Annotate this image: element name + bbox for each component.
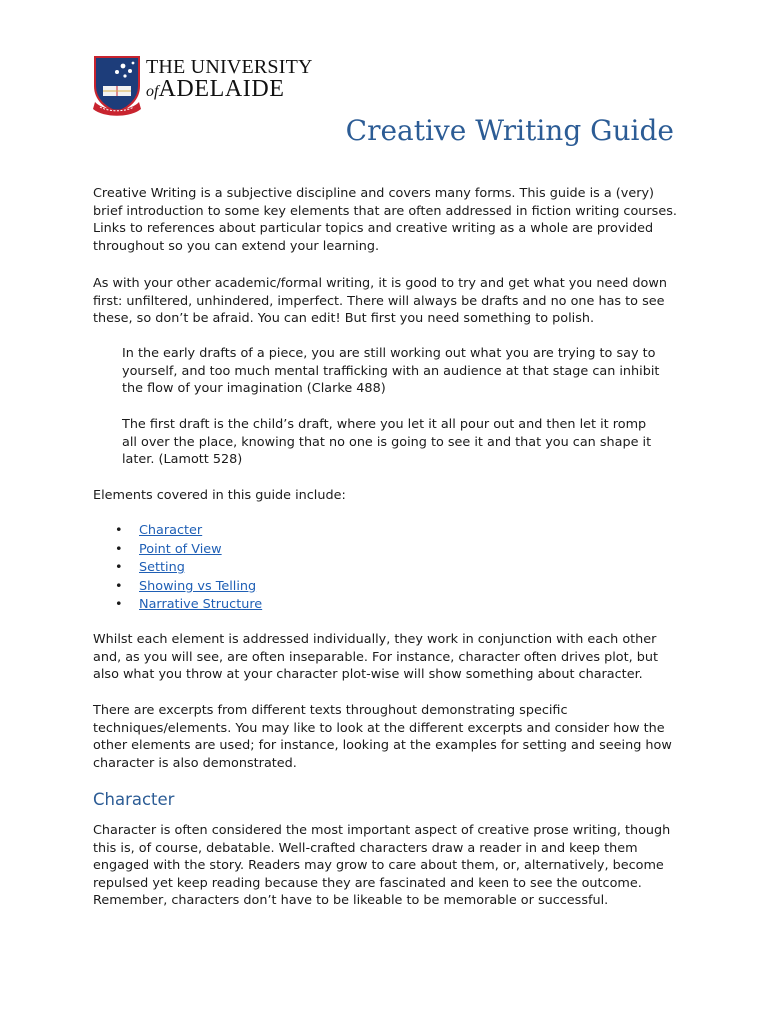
bullet-icon: •: [115, 578, 123, 594]
logo-name-line: [146, 76, 285, 103]
bullet-icon: •: [115, 523, 123, 538]
intro-text: Creative Writing is a subjective discipline and covers many forms. This guide is a (very) brief introduction to some key elements that are often addressed in fiction writing courses. Links to references about particular topics and creative writing as a whole are provided throughout so you can extend your learning.: [93, 186, 677, 254]
excerpts-paragraph: [93, 702, 677, 772]
bullet-icon: •: [115, 560, 123, 575]
list-item: [93, 541, 262, 560]
logo-of-text: of: [146, 83, 159, 100]
bullet-icon: •: [115, 541, 123, 557]
list-item: [93, 596, 262, 615]
logo-university-line: THE UNIVERSITY: [146, 56, 313, 78]
document-title: Creative Writing Guide: [345, 114, 674, 147]
elements-intro-text: Elements covered in this guide include:: [93, 488, 346, 503]
university-crest-icon: [92, 54, 142, 118]
whilst-text: Whilst each element is addressed individually, they work in conjunction with each other and, as you will see, are often inseparable. For instance, character often drives plot, but also what you throw at your character plot-wise will show something about character.: [93, 632, 658, 683]
link-narrative-structure[interactable]: Narrative Structure: [139, 597, 263, 612]
character-heading: Character: [93, 790, 175, 809]
character-text: Character is often considered the most important aspect of creative prose writing, though this is, of course, debatable. Well-crafted characters draw a reader in and keep them engaged with the story. Readers may grow to care about them, or, alternatively, become repulsed yet keep reading because they are fascinated and keen to see the outcome. Remember, characters don’t have to be likeable to be memorable or successful.: [93, 823, 671, 909]
quote-text: In the early drafts of a piece, you are still working out what you are trying to say to yourself, and too much mental trafficking with an audience at that stage can inhibit the flow of your imagination (Clarke 488): [122, 346, 660, 397]
drafting-text: As with your other academic/formal writing, it is good to try and get what you need down first: unfiltered, unhindered, imperfect. There will always be drafts and no one has to see these, so don’t be afraid. You can edit! But first you need something to polish.: [93, 276, 667, 327]
character-paragraph: [93, 822, 677, 910]
link-point-of-view[interactable]: Point of View: [139, 541, 222, 557]
bullet-icon: •: [115, 597, 123, 612]
list-item: [93, 578, 262, 597]
link-character[interactable]: Character: [139, 523, 203, 538]
block-quote-clarke: [122, 345, 662, 398]
whilst-paragraph: [93, 631, 677, 684]
elements-list: [93, 522, 262, 615]
elements-intro-paragraph: [93, 487, 677, 505]
list-item: [93, 522, 262, 541]
university-logo[interactable]: [92, 52, 313, 118]
quote-text: The first draft is the child’s draft, where you let it all pour out and then let it romp all over the place, knowing that no one is going to see it and that you can shape it later. (Lamott 528): [122, 417, 652, 468]
excerpts-text: There are excerpts from different texts throughout demonstrating specific techniques/elements. You may like to look at the different excerpts and consider how the other elements are used; for instance, looking at the examples for setting and seeing how character is also demonstrated.: [93, 703, 672, 771]
block-quote-lamott: [122, 416, 662, 469]
intro-paragraph: [93, 185, 677, 255]
logo-adelaide-text: ADELAIDE: [158, 76, 285, 102]
drafting-paragraph: [93, 275, 677, 328]
link-setting[interactable]: Setting: [139, 560, 185, 575]
list-item: [93, 559, 262, 578]
link-showing-vs-telling[interactable]: Showing vs Telling: [139, 578, 257, 594]
